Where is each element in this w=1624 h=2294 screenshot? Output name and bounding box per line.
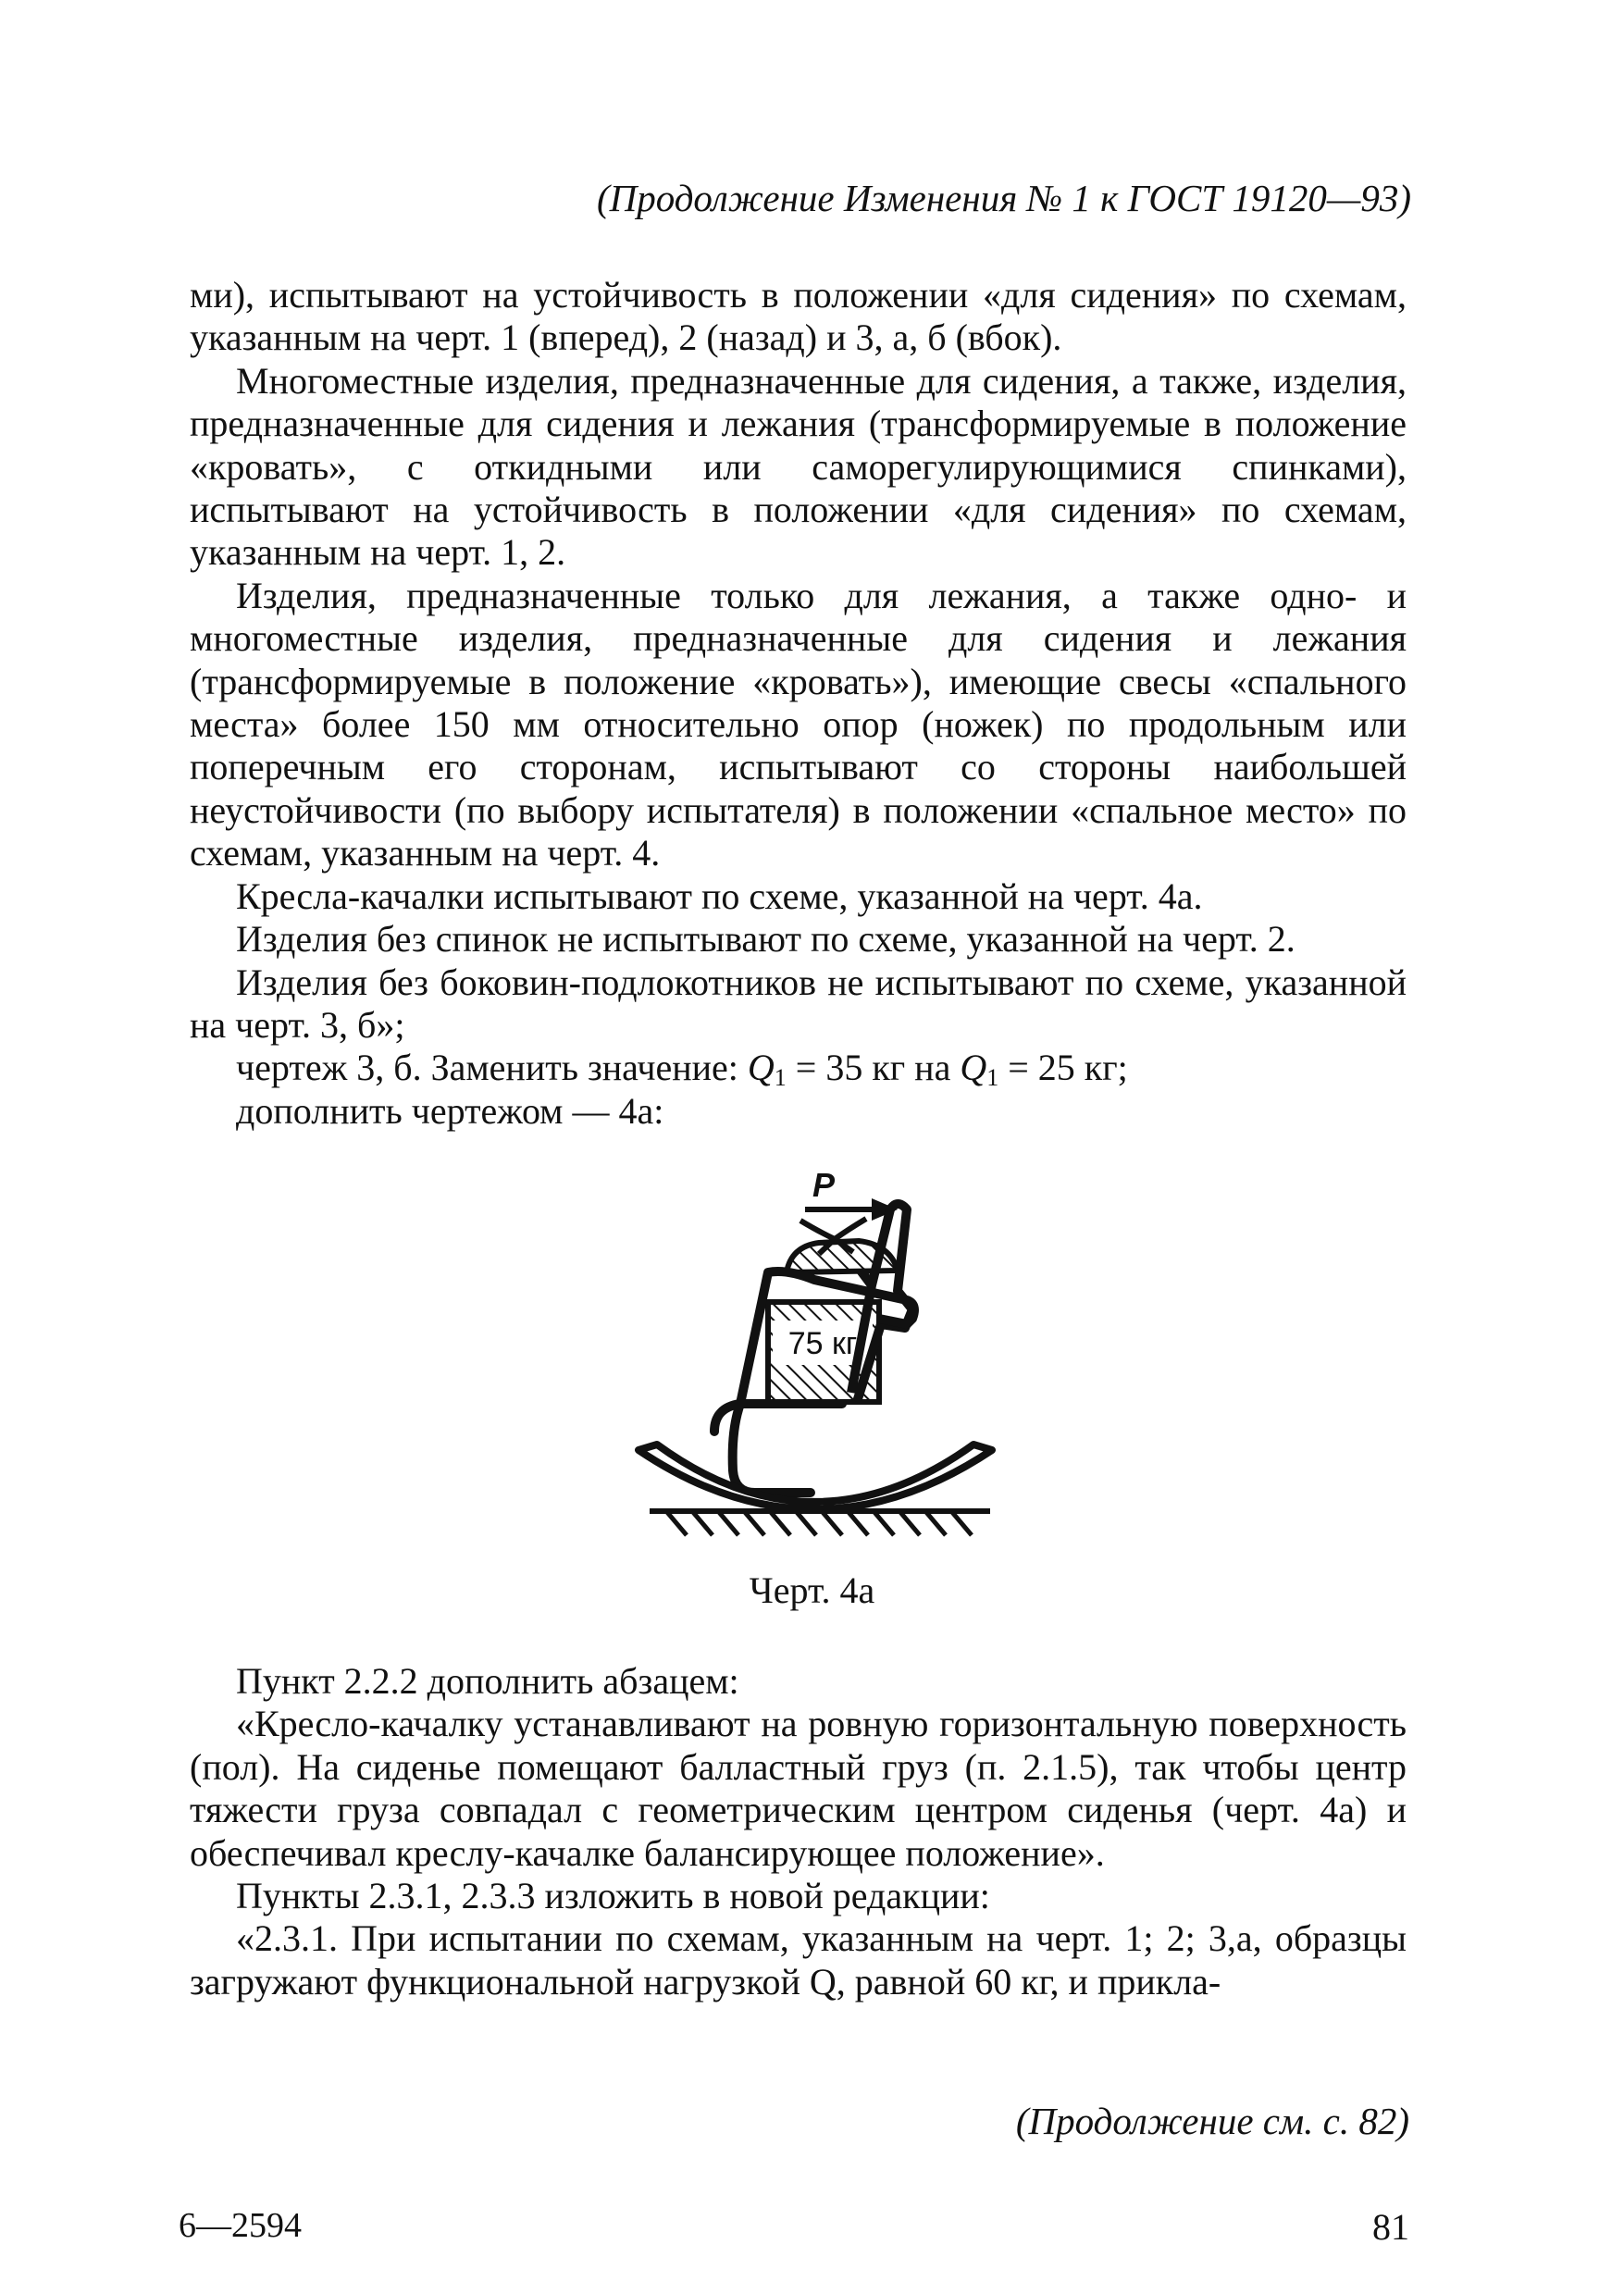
paragraph: «2.3.1. При испытании по схемам, указанным на черт. 1; 2; 3,а, образцы загружают функциональной нагрузкой Q, равной 60 кг, и прикла- [190, 1917, 1407, 2003]
paragraph: Пункт 2.2.2 дополнить абзацем: [236, 1660, 739, 1702]
force-label: P [812, 1166, 836, 1204]
paragraph: Изделия, предназначенные только для лежания, а также одно- и многоместные изделия, предназначенные для сидения и лежания (трансформируемые в положение «кровать»), имеющие свесы «спального места» более 150 мм относительно опор (ножек) по продольным или поперечным его сторонам, испытывают со стороны наибольшей неустойчивости (по выбору испытателя) в положении «спальное место» по схемам, указанным на черт. 4. [190, 574, 1407, 874]
page-number: 81 [1372, 2206, 1409, 2248]
formula-subscript: 1 [986, 1064, 999, 1092]
paragraph: Пункты 2.3.1, 2.3.3 изложить в новой редакции: [236, 1875, 990, 1917]
paragraph: Многоместные изделия, предназначенные для сидения, а также, изделия, предназначенные для сидения и лежания (трансформируемые в положение «кровать», с откидными или саморегулирующимися спинками), испытывают на устойчивость в положении «для сидения» по схемам, указанным на черт. 1, 2. [190, 359, 1407, 574]
floor-hatching [666, 1511, 972, 1535]
formula-variable: Q [747, 1047, 775, 1089]
paragraph: Кресла-качалки испытывают по схеме, указанной на черт. 4а. [236, 874, 1203, 917]
formula-old-value: = 35 кг на [786, 1047, 961, 1089]
paragraph: «Кресло-качалку устанавливают на ровную горизонтальную поверхность (пол). На сиденье помещают балластный груз (п. 2.1.5), так чтобы центр тяжести груза совпадал с геометрическим центром сиденья (черт. 4а) и обеспечивал креслу-качалке балансирующее положение». [190, 1703, 1407, 1874]
formula-variable: Q [960, 1047, 987, 1089]
rocking-chair-drawing [629, 1161, 999, 1550]
continuation-note: (Продолжение см. с. 82) [1015, 2100, 1409, 2142]
formula-paragraph [190, 1047, 1407, 1092]
paragraph: дополнить чертежом — 4а: [236, 1089, 664, 1132]
rocker-runner [638, 1445, 992, 1509]
page-header: (Продолжение Изменения № 1 к ГОСТ 19120—93) [596, 177, 1411, 219]
formula-subscript: 1 [774, 1064, 787, 1092]
figure-caption: Черт. 4а [749, 1569, 875, 1611]
paragraph: Изделия без спинок не испытывают по схеме, указанной на черт. 2. [236, 918, 1295, 961]
text-block-top [190, 274, 1407, 1133]
paragraph: Изделия без боковин-подлокотников не испытывают по схеме, указанной на черт. 3, б»; [190, 961, 1407, 1046]
formula-new-value: = 25 кг; [998, 1047, 1128, 1089]
paragraph: ми), испытывают на устойчивость в положении «для сидения» по схемам, указанным на черт. 1 (вперед), 2 (назад) и 3, а, б (вбок). [190, 274, 1407, 359]
formula-prefix: чертеж 3, б. Заменить значение: [236, 1047, 748, 1089]
weight-label: 75 кг [787, 1326, 858, 1361]
text-block-bottom [190, 1660, 1407, 2003]
chair-seat-front [714, 1404, 842, 1493]
footer-code: 6—2594 [179, 2206, 302, 2245]
